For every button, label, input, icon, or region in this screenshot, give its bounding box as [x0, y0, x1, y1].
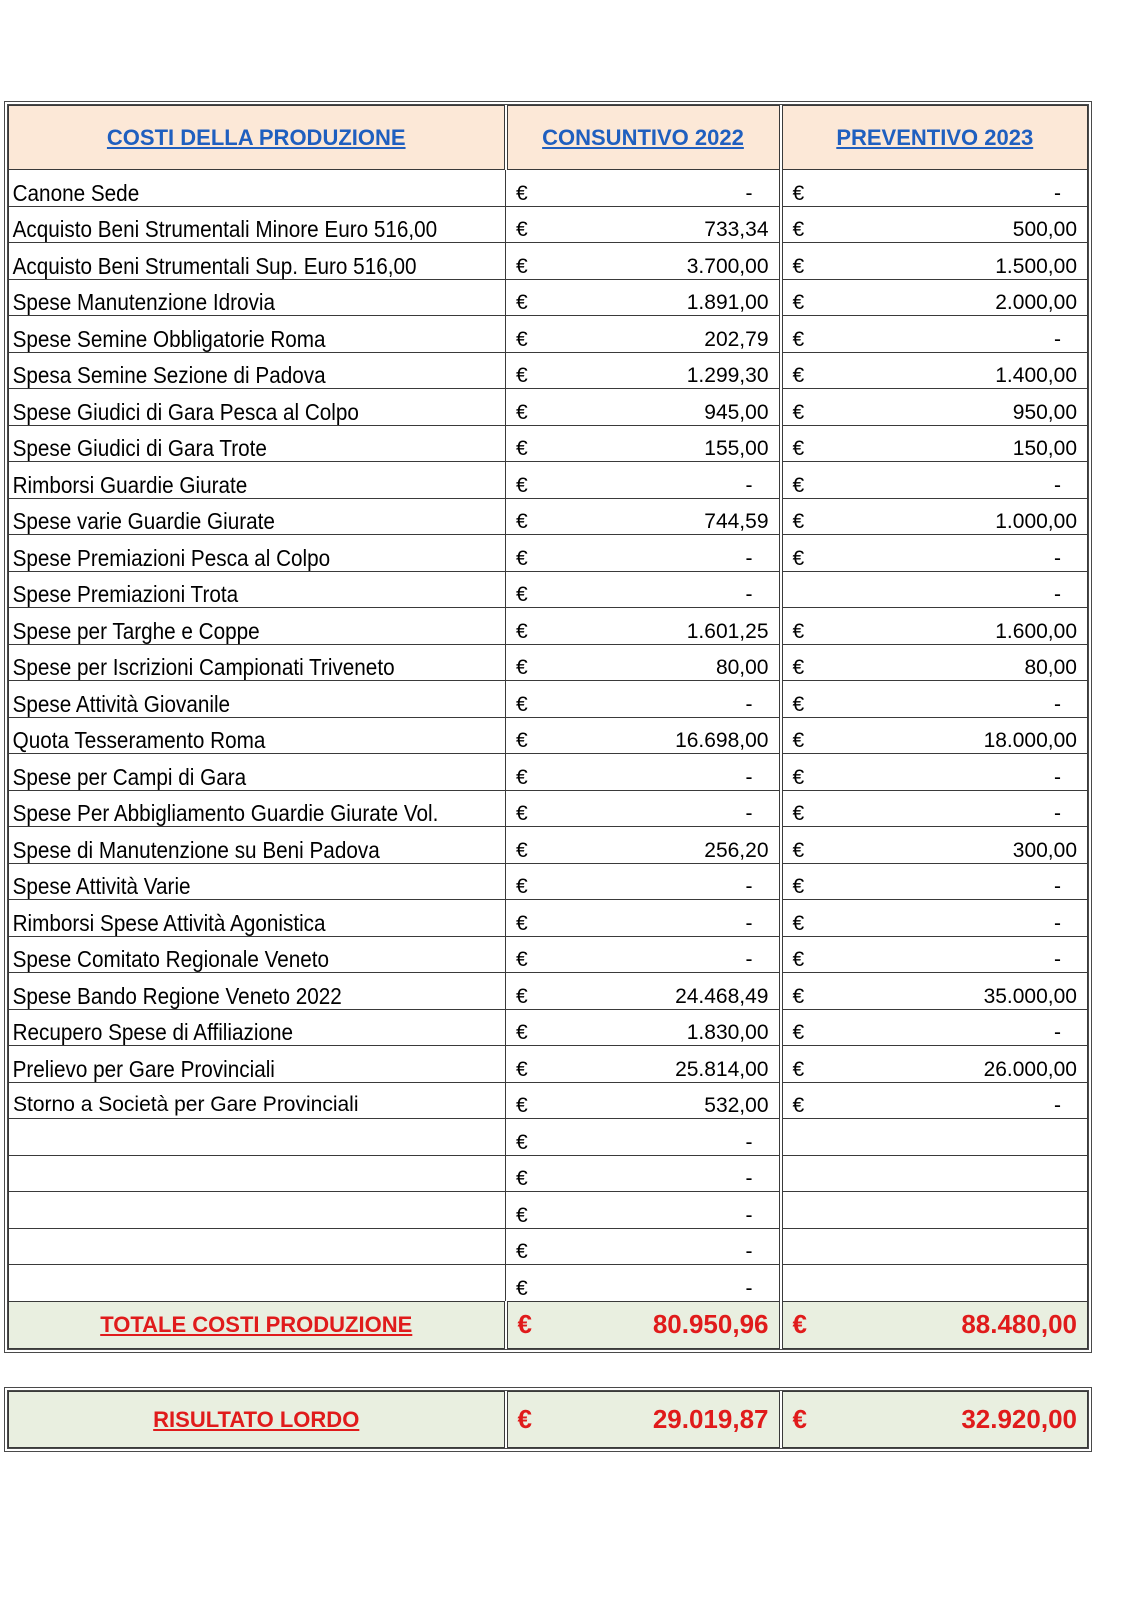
cost-label-cell [9, 827, 506, 864]
euro-symbol: € [516, 1240, 528, 1263]
table-row [9, 425, 1088, 462]
euro-symbol: € [792, 510, 805, 533]
cost-label: Spese Per Abbigliamento Guardie Giurate Vol. [12, 800, 439, 826]
euro-symbol: € [517, 1309, 532, 1339]
consuntivo-cell [506, 1119, 781, 1156]
euro-symbol: € [516, 1203, 528, 1227]
consuntivo-cell [506, 535, 781, 572]
preventivo-value: 500,00 [1012, 218, 1077, 241]
table-row [9, 243, 1088, 280]
preventivo-value: 300,00 [1012, 838, 1077, 862]
euro-symbol: € [516, 1130, 528, 1154]
consuntivo-value: 744,59 [704, 510, 769, 533]
cost-label: Prelievo per Gare Provinciali [12, 1055, 275, 1082]
preventivo-cell [781, 1082, 1088, 1119]
cost-label: Spese Attività Varie [12, 873, 191, 899]
total-2023-value: 88.480,00 [961, 1309, 1077, 1339]
table-row [9, 1228, 1088, 1265]
consuntivo-value: 80,00 [715, 656, 769, 679]
euro-symbol: € [792, 400, 805, 424]
preventivo-cell [781, 608, 1088, 645]
consuntivo-value: - [745, 546, 753, 570]
preventivo-cell [781, 790, 1088, 827]
consuntivo-cell [506, 1155, 781, 1192]
preventivo-value: 18.000,00 [983, 729, 1077, 752]
euro-symbol: € [792, 218, 805, 241]
euro-symbol: € [516, 875, 528, 898]
cost-label-cell [9, 973, 506, 1010]
table-row [9, 170, 1088, 207]
cost-label-cell [9, 1155, 506, 1192]
preventivo-value: - [1054, 875, 1061, 898]
table-row [9, 1119, 1088, 1156]
preventivo-value: 950,00 [1012, 400, 1077, 424]
consuntivo-cell [506, 973, 781, 1010]
table-row [9, 790, 1088, 827]
consuntivo-value: - [745, 1276, 753, 1300]
preventivo-value: - [1054, 765, 1061, 789]
euro-symbol: € [516, 911, 528, 935]
header-preventivo-label[interactable]: PREVENTIVO 2023 [836, 124, 1034, 150]
euro-symbol: € [792, 729, 805, 752]
result-label-cell [9, 1392, 506, 1448]
table-row [9, 279, 1088, 316]
preventivo-value: 1.600,00 [995, 619, 1077, 643]
preventivo-cell [781, 681, 1088, 718]
euro-symbol: € [792, 948, 805, 971]
consuntivo-value: 25.814,00 [675, 1057, 769, 1081]
euro-symbol: € [516, 400, 528, 424]
consuntivo-value: - [745, 875, 753, 898]
preventivo-value: 1.500,00 [995, 254, 1077, 278]
euro-symbol: € [792, 692, 805, 716]
preventivo-cell [781, 498, 1088, 535]
table-row [9, 206, 1088, 243]
total-2022-value: 80.950,96 [652, 1309, 769, 1339]
preventivo-cell [781, 717, 1088, 754]
total-label-cell [9, 1301, 506, 1348]
consuntivo-value: - [745, 181, 753, 205]
cost-label: Spese per Targhe e Coppe [12, 617, 260, 644]
euro-symbol: € [792, 473, 805, 497]
cost-label-cell [9, 571, 506, 608]
cost-label-cell [9, 425, 506, 462]
cost-label-cell [9, 936, 506, 973]
cost-label: Spese di Manutenzione su Beni Padova [12, 836, 380, 863]
cost-label-cell [9, 1265, 506, 1302]
preventivo-value: - [1054, 546, 1061, 570]
cost-label: Quota Tesseramento Roma [12, 727, 266, 753]
cost-label-cell [9, 498, 506, 535]
euro-symbol: € [792, 291, 805, 314]
euro-symbol: € [516, 546, 528, 570]
euro-symbol: € [516, 437, 528, 460]
consuntivo-value: - [745, 583, 753, 606]
preventivo-cell [781, 1155, 1088, 1192]
consuntivo-value: - [745, 1130, 753, 1154]
euro-symbol: € [516, 656, 528, 679]
preventivo-value: 26.000,00 [983, 1057, 1077, 1081]
cost-label-cell [9, 644, 506, 681]
preventivo-value: - [1054, 181, 1061, 205]
consuntivo-cell [506, 717, 781, 754]
table-row [9, 1082, 1088, 1119]
table-row [9, 863, 1088, 900]
euro-symbol: € [792, 984, 805, 1008]
header-consuntivo [506, 106, 781, 170]
table-row [9, 1155, 1088, 1192]
euro-symbol: € [516, 1057, 528, 1081]
cost-label-cell [9, 352, 506, 389]
preventivo-cell [781, 1192, 1088, 1229]
consuntivo-cell [506, 608, 781, 645]
header-costs [9, 106, 506, 170]
consuntivo-cell [506, 352, 781, 389]
cost-label-cell [9, 1119, 506, 1156]
preventivo-cell [781, 827, 1088, 864]
euro-symbol: € [516, 364, 528, 387]
euro-symbol: € [792, 838, 805, 862]
consuntivo-cell [506, 1265, 781, 1302]
preventivo-value: 35.000,00 [983, 984, 1077, 1008]
cost-label-cell [9, 1082, 506, 1119]
cost-label: Spesa Semine Sezione di Padova [12, 362, 326, 388]
total-label: TOTALE COSTI PRODUZIONE [100, 1311, 413, 1337]
consuntivo-value: - [745, 765, 753, 789]
cost-label-cell [9, 316, 506, 353]
consuntivo-cell [506, 827, 781, 864]
cost-label: Recupero Spese di Affiliazione [12, 1019, 294, 1045]
result-2023-cell [781, 1392, 1088, 1448]
consuntivo-value: 1.299,30 [686, 364, 769, 387]
table-row [9, 571, 1088, 608]
preventivo-value: - [1054, 1094, 1061, 1117]
consuntivo-cell [506, 790, 781, 827]
consuntivo-value: - [745, 1203, 753, 1227]
table-row [9, 717, 1088, 754]
euro-symbol: € [792, 911, 805, 935]
euro-symbol: € [516, 254, 528, 278]
consuntivo-value: - [745, 802, 753, 825]
table-row [9, 900, 1088, 937]
table-header-row [9, 106, 1088, 170]
consuntivo-value: 532,00 [704, 1094, 769, 1117]
cost-label-cell [9, 206, 506, 243]
preventivo-cell [781, 936, 1088, 973]
consuntivo-cell [506, 1082, 781, 1119]
euro-symbol: € [516, 802, 528, 825]
euro-symbol: € [792, 327, 805, 351]
cost-label: Rimborsi Spese Attività Agonistica [12, 909, 326, 936]
consuntivo-cell [506, 1192, 781, 1229]
euro-symbol: € [792, 181, 805, 205]
euro-symbol: € [516, 181, 528, 205]
euro-symbol: € [792, 656, 805, 679]
preventivo-cell [781, 754, 1088, 791]
consuntivo-cell [506, 936, 781, 973]
euro-symbol: € [516, 1167, 528, 1190]
cost-label: Spese per Iscrizioni Campionati Triveneto [12, 654, 395, 680]
cost-label-cell [9, 863, 506, 900]
preventivo-cell [781, 316, 1088, 353]
cost-label-cell [9, 1228, 506, 1265]
preventivo-value: - [1054, 583, 1061, 606]
table-row [9, 498, 1088, 535]
euro-symbol: € [516, 838, 528, 862]
preventivo-cell [781, 279, 1088, 316]
table-row [9, 936, 1088, 973]
cost-label: Spese Giudici di Gara Pesca al Colpo [12, 398, 359, 425]
preventivo-cell [781, 206, 1088, 243]
preventivo-cell [781, 352, 1088, 389]
euro-symbol: € [792, 1021, 805, 1044]
table-row [9, 827, 1088, 864]
cost-label: Spese Comitato Regionale Veneto [12, 946, 330, 972]
cost-label: Storno a Società per Gare Provinciali [13, 1093, 359, 1116]
preventivo-value: - [1054, 473, 1061, 497]
preventivo-value: - [1054, 948, 1061, 971]
preventivo-cell [781, 1046, 1088, 1083]
euro-symbol: € [516, 1276, 528, 1300]
euro-symbol: € [516, 729, 528, 752]
consuntivo-cell [506, 498, 781, 535]
cost-label: Spese per Campi di Gara [12, 763, 247, 790]
cost-label-cell [9, 1046, 506, 1083]
consuntivo-cell [506, 206, 781, 243]
consuntivo-cell [506, 279, 781, 316]
cost-label: Acquisto Beni Strumentali Sup. Euro 516,00 [12, 252, 417, 279]
preventivo-cell [781, 389, 1088, 426]
preventivo-value: - [1054, 692, 1061, 716]
preventivo-cell [781, 1009, 1088, 1046]
consuntivo-cell [506, 681, 781, 718]
consuntivo-cell [506, 316, 781, 353]
cost-label: Spese varie Guardie Giurate [12, 508, 275, 534]
consuntivo-value: 945,00 [704, 400, 769, 424]
table-row [9, 681, 1088, 718]
result-2022-cell [506, 1392, 781, 1448]
consuntivo-value: 256,20 [704, 838, 769, 862]
cost-label: Spese Premiazioni Pesca al Colpo [12, 544, 331, 571]
header-consuntivo-label[interactable]: CONSUNTIVO 2022 [542, 124, 744, 150]
euro-symbol: € [792, 437, 805, 460]
preventivo-cell [781, 425, 1088, 462]
header-costs-label[interactable]: COSTI DELLA PRODUZIONE [106, 124, 406, 150]
table-row [9, 1192, 1088, 1229]
result-label: RISULTATO LORDO [153, 1406, 360, 1432]
cost-label: Canone Sede [12, 179, 140, 206]
consuntivo-cell [506, 754, 781, 791]
consuntivo-cell [506, 1046, 781, 1083]
preventivo-cell [781, 900, 1088, 937]
consuntivo-cell [506, 863, 781, 900]
table-row [9, 754, 1088, 791]
table-row [9, 1265, 1088, 1302]
cost-label: Acquisto Beni Strumentali Minore Euro 516,00 [12, 216, 438, 242]
euro-symbol: € [516, 510, 528, 533]
consuntivo-cell [506, 644, 781, 681]
euro-symbol: € [516, 692, 528, 716]
euro-symbol: € [516, 619, 528, 643]
preventivo-cell [781, 644, 1088, 681]
preventivo-cell [781, 863, 1088, 900]
euro-symbol: € [792, 1057, 805, 1081]
euro-symbol: € [516, 765, 528, 789]
euro-symbol: € [792, 364, 805, 387]
consuntivo-cell [506, 571, 781, 608]
consuntivo-cell [506, 1009, 781, 1046]
total-2023-cell [781, 1301, 1088, 1348]
preventivo-cell [781, 170, 1088, 207]
euro-symbol: € [792, 765, 805, 789]
euro-symbol: € [792, 875, 805, 898]
cost-label-cell [9, 1009, 506, 1046]
consuntivo-cell [506, 1228, 781, 1265]
cost-label-cell [9, 681, 506, 718]
cost-label-cell [9, 790, 506, 827]
cost-label: Spese Attività Giovanile [12, 690, 231, 717]
consuntivo-value: - [745, 911, 753, 935]
consuntivo-cell [506, 900, 781, 937]
cost-label-cell [9, 243, 506, 280]
consuntivo-value: 155,00 [704, 437, 769, 460]
table-row [9, 1009, 1088, 1046]
euro-symbol: € [516, 291, 528, 314]
header-preventivo [781, 106, 1088, 170]
consuntivo-cell [506, 170, 781, 207]
euro-symbol: € [516, 1021, 528, 1044]
cost-label: Spese Premiazioni Trota [12, 581, 239, 607]
cost-label-cell [9, 754, 506, 791]
preventivo-cell [781, 1228, 1088, 1265]
preventivo-value: 1.400,00 [995, 364, 1077, 387]
euro-symbol: € [792, 802, 805, 825]
preventivo-value: - [1054, 802, 1061, 825]
consuntivo-cell [506, 462, 781, 499]
euro-symbol: € [792, 619, 805, 643]
consuntivo-value: 16.698,00 [675, 729, 769, 752]
preventivo-cell [781, 571, 1088, 608]
euro-symbol: € [516, 327, 528, 351]
table-row [9, 608, 1088, 645]
costs-table-frame [4, 101, 1092, 1353]
preventivo-value: 2.000,00 [995, 291, 1077, 314]
cost-label-cell [9, 279, 506, 316]
cost-label: Spese Bando Regione Veneto 2022 [12, 982, 342, 1009]
consuntivo-value: 1.601,25 [686, 619, 769, 643]
consuntivo-cell [506, 389, 781, 426]
preventivo-value: - [1054, 911, 1061, 935]
cost-label-cell [9, 170, 506, 207]
table-row [9, 973, 1088, 1010]
result-table [8, 1391, 1088, 1448]
cost-label-cell [9, 389, 506, 426]
cost-label: Spese Giudici di Gara Trote [12, 435, 267, 461]
preventivo-cell [781, 462, 1088, 499]
preventivo-cell [781, 1119, 1088, 1156]
euro-symbol: € [516, 473, 528, 497]
euro-symbol: € [792, 546, 805, 570]
preventivo-value: 150,00 [1012, 437, 1077, 460]
preventivo-value: 80,00 [1024, 656, 1077, 679]
costs-table [8, 105, 1088, 1349]
euro-symbol: € [792, 254, 805, 278]
euro-symbol: € [516, 1094, 528, 1117]
consuntivo-value: - [745, 1240, 753, 1263]
table-row [9, 535, 1088, 572]
consuntivo-value: - [745, 473, 753, 497]
table-row [9, 462, 1088, 499]
preventivo-value: - [1054, 327, 1061, 351]
preventivo-cell [781, 1265, 1088, 1302]
cost-label-cell [9, 900, 506, 937]
consuntivo-cell [506, 243, 781, 280]
euro-symbol: € [516, 218, 528, 241]
preventivo-value: - [1054, 1021, 1061, 1044]
cost-label-cell [9, 608, 506, 645]
consuntivo-value: 1.830,00 [686, 1021, 769, 1044]
consuntivo-value: - [745, 692, 753, 716]
euro-symbol: € [516, 948, 528, 971]
euro-symbol: € [516, 583, 528, 606]
euro-symbol: € [792, 1309, 807, 1339]
result-row [9, 1392, 1088, 1448]
consuntivo-value: 24.468,49 [675, 984, 769, 1008]
preventivo-cell [781, 973, 1088, 1010]
preventivo-value: 1.000,00 [995, 510, 1077, 533]
consuntivo-value: 1.891,00 [686, 291, 769, 314]
consuntivo-value: 3.700,00 [686, 254, 769, 278]
cost-label-cell [9, 717, 506, 754]
result-2023-value: 32.920,00 [961, 1404, 1077, 1434]
table-row [9, 644, 1088, 681]
consuntivo-value: 733,34 [704, 218, 769, 241]
table-row [9, 389, 1088, 426]
cost-label-cell [9, 535, 506, 572]
consuntivo-value: 202,79 [704, 327, 769, 351]
table-row [9, 352, 1088, 389]
cost-label-cell [9, 1192, 506, 1229]
euro-symbol: € [792, 1404, 807, 1434]
table-row [9, 316, 1088, 353]
consuntivo-value: - [745, 1167, 753, 1190]
consuntivo-value: - [745, 948, 753, 971]
euro-symbol: € [517, 1404, 532, 1434]
result-2022-value: 29.019,87 [652, 1404, 769, 1434]
table-row [9, 1046, 1088, 1083]
cost-label-cell [9, 462, 506, 499]
consuntivo-cell [506, 425, 781, 462]
result-table-frame [4, 1387, 1092, 1452]
euro-symbol: € [516, 984, 528, 1008]
euro-symbol: € [792, 1094, 805, 1117]
preventivo-cell [781, 243, 1088, 280]
preventivo-cell [781, 535, 1088, 572]
cost-label: Rimborsi Guardie Giurate [12, 471, 248, 498]
total-row [9, 1301, 1088, 1348]
cost-label: Spese Manutenzione Idrovia [12, 289, 275, 315]
cost-label: Spese Semine Obbligatorie Roma [12, 325, 326, 352]
total-2022-cell [506, 1301, 781, 1348]
